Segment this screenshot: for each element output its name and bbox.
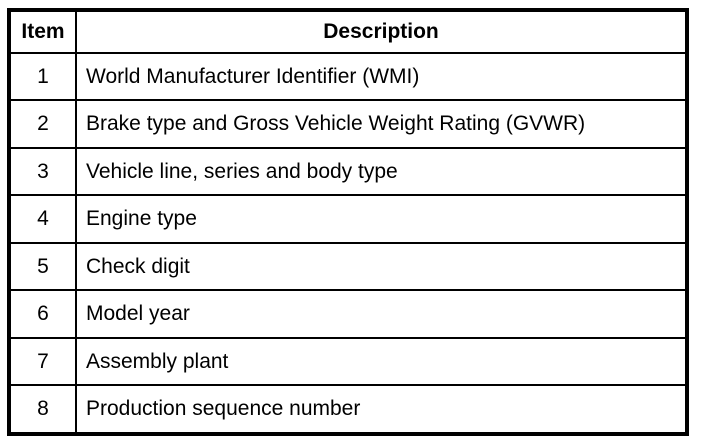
header-row: [9, 10, 687, 53]
item-description: World Manufacturer Identifier (WMI): [76, 53, 687, 100]
table-row: [9, 195, 687, 242]
column-header-item: Item: [9, 10, 76, 53]
table-row: [9, 100, 687, 147]
item-number: 3: [9, 148, 76, 195]
table-row: [9, 290, 687, 337]
item-number: 2: [9, 100, 76, 147]
vin-item-description-table: [7, 8, 689, 436]
item-description: Model year: [76, 290, 687, 337]
table-row: [9, 385, 687, 434]
item-description: Assembly plant: [76, 338, 687, 385]
table-row: [9, 338, 687, 385]
table-row: [9, 148, 687, 195]
table-row: [9, 243, 687, 290]
item-description: Production sequence number: [76, 385, 687, 434]
item-number: 5: [9, 243, 76, 290]
column-header-description: Description: [76, 10, 687, 53]
item-number: 7: [9, 338, 76, 385]
table-row: [9, 53, 687, 100]
item-description: Engine type: [76, 195, 687, 242]
item-number: 4: [9, 195, 76, 242]
item-description: Brake type and Gross Vehicle Weight Rating (GVWR): [76, 100, 687, 147]
item-number: 1: [9, 53, 76, 100]
item-number: 6: [9, 290, 76, 337]
item-description: Vehicle line, series and body type: [76, 148, 687, 195]
item-number: 8: [9, 385, 76, 434]
item-description: Check digit: [76, 243, 687, 290]
